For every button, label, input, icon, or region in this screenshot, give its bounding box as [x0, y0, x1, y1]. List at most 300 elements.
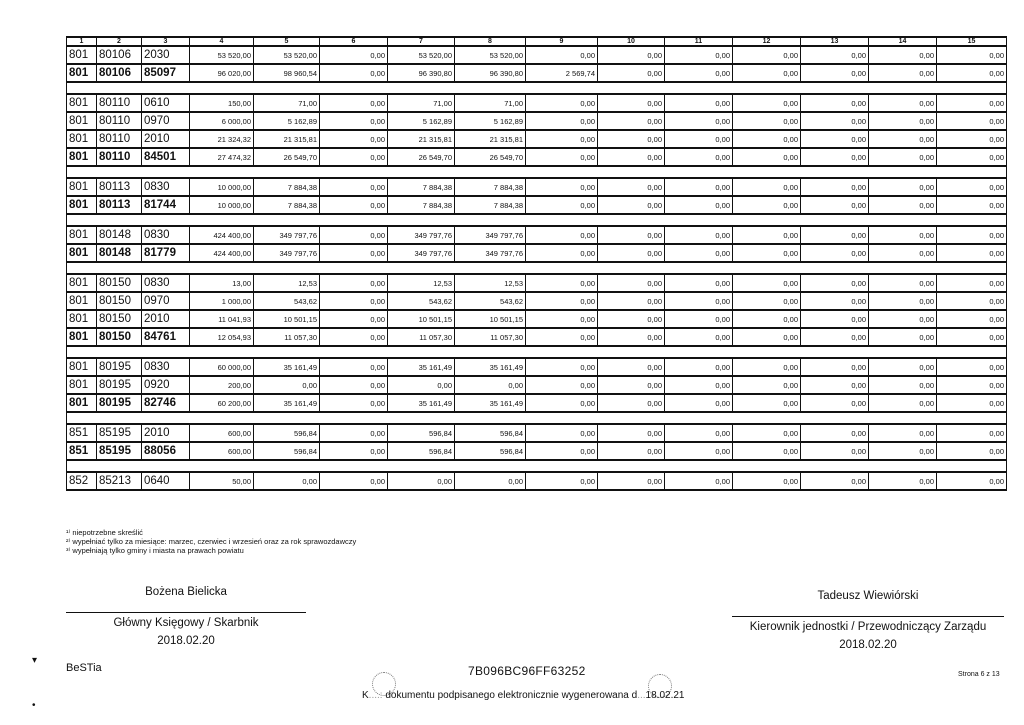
table-cell-col-13: 0,00 [801, 310, 869, 328]
table-cell-col-1: 801 [67, 244, 97, 262]
table-cell-col-4: 12 054,93 [190, 328, 254, 346]
table-cell-col-11: 0,00 [665, 274, 733, 292]
table-cell-col-9: 0,00 [526, 292, 598, 310]
table-cell-col-12: 0,00 [733, 226, 801, 244]
table-cell-col-2: 80148 [97, 226, 142, 244]
table-cell-col-3: 0970 [142, 292, 190, 310]
table-cell-col-7: 0,00 [388, 472, 455, 490]
table-row [67, 358, 1007, 376]
table-row [67, 292, 1007, 310]
table-cell-col-10: 0,00 [598, 442, 665, 460]
group-separator [67, 166, 1007, 178]
signature-left-name: Bożena Bielicka [145, 586, 227, 598]
document-note: K....: dokumentu podpisanego elektronicznie wygenerowana d...18.02.21 [362, 690, 685, 701]
table-cell-col-5: 26 549,70 [254, 148, 320, 166]
table-cell-col-7: 543,62 [388, 292, 455, 310]
table-cell-col-11: 0,00 [665, 196, 733, 214]
table-cell-col-10: 0,00 [598, 130, 665, 148]
table-cell-col-14: 0,00 [869, 178, 937, 196]
separator-cell [67, 82, 1007, 94]
table-cell-col-8: 349 797,76 [455, 226, 526, 244]
table-cell-col-10: 0,00 [598, 196, 665, 214]
table-cell-col-7: 26 549,70 [388, 148, 455, 166]
table-row [67, 46, 1007, 64]
table-cell-col-6: 0,00 [320, 292, 388, 310]
table-cell-col-15: 0,00 [937, 292, 1007, 310]
table-cell-col-14: 0,00 [869, 292, 937, 310]
table-cell-col-11: 0,00 [665, 112, 733, 130]
table-cell-col-12: 0,00 [733, 472, 801, 490]
table-cell-col-9: 0,00 [526, 328, 598, 346]
signature-right-date: 2018.02.20 [839, 639, 897, 651]
table-cell-col-13: 0,00 [801, 64, 869, 82]
signature-left-line [66, 612, 306, 613]
table-cell-col-2: 85213 [97, 472, 142, 490]
table-cell-col-8: 35 161,49 [455, 358, 526, 376]
column-number-4: 4 [190, 37, 254, 46]
table-cell-col-15: 0,00 [937, 310, 1007, 328]
table-cell-col-6: 0,00 [320, 148, 388, 166]
table-cell-col-14: 0,00 [869, 394, 937, 412]
table-cell-col-9: 0,00 [526, 244, 598, 262]
table-cell-col-9: 0,00 [526, 148, 598, 166]
table-cell-col-7: 96 390,80 [388, 64, 455, 82]
table-cell-col-15: 0,00 [937, 472, 1007, 490]
table-cell-col-15: 0,00 [937, 358, 1007, 376]
table-cell-col-1: 801 [67, 94, 97, 112]
table-cell-col-15: 0,00 [937, 46, 1007, 64]
table-cell-col-14: 0,00 [869, 148, 937, 166]
table-cell-col-8: 596,84 [455, 424, 526, 442]
table-cell-col-13: 0,00 [801, 274, 869, 292]
table-cell-col-12: 0,00 [733, 442, 801, 460]
table-cell-col-8: 11 057,30 [455, 328, 526, 346]
table-cell-col-6: 0,00 [320, 178, 388, 196]
table-cell-col-13: 0,00 [801, 226, 869, 244]
table-cell-col-5: 71,00 [254, 94, 320, 112]
table-cell-col-2: 80195 [97, 358, 142, 376]
margin-mark-2: • [32, 700, 36, 711]
table-cell-col-14: 0,00 [869, 196, 937, 214]
table-cell-col-12: 0,00 [733, 112, 801, 130]
table-cell-col-2: 80195 [97, 376, 142, 394]
table-cell-col-8: 35 161,49 [455, 394, 526, 412]
table-cell-col-9: 0,00 [526, 196, 598, 214]
table-cell-col-2: 80106 [97, 46, 142, 64]
table-cell-col-8: 12,53 [455, 274, 526, 292]
separator-cell [67, 346, 1007, 358]
table-cell-col-15: 0,00 [937, 442, 1007, 460]
table-cell-col-5: 5 162,89 [254, 112, 320, 130]
table-cell-col-6: 0,00 [320, 46, 388, 64]
table-cell-col-10: 0,00 [598, 394, 665, 412]
table-cell-col-12: 0,00 [733, 358, 801, 376]
table-cell-col-15: 0,00 [937, 424, 1007, 442]
document-note-text: dokumentu podpisanego elektronicznie wygenerowana d [385, 690, 638, 701]
table-cell-col-10: 0,00 [598, 46, 665, 64]
table-cell-col-14: 0,00 [869, 64, 937, 82]
table-cell-col-10: 0,00 [598, 94, 665, 112]
table-cell-col-9: 0,00 [526, 442, 598, 460]
table-cell-col-5: 596,84 [254, 442, 320, 460]
table-cell-col-1: 801 [67, 376, 97, 394]
table-cell-col-9: 0,00 [526, 46, 598, 64]
table-cell-col-9: 0,00 [526, 424, 598, 442]
report-table-body [67, 46, 1007, 490]
table-cell-col-15: 0,00 [937, 328, 1007, 346]
table-cell-col-2: 80150 [97, 292, 142, 310]
table-cell-col-12: 0,00 [733, 130, 801, 148]
table-cell-col-7: 349 797,76 [388, 244, 455, 262]
group-separator [67, 346, 1007, 358]
table-cell-col-6: 0,00 [320, 94, 388, 112]
column-number-9: 9 [526, 37, 598, 46]
column-number-12: 12 [733, 37, 801, 46]
table-cell-col-11: 0,00 [665, 328, 733, 346]
table-cell-col-7: 53 520,00 [388, 46, 455, 64]
table-cell-col-3: 85097 [142, 64, 190, 82]
table-cell-col-15: 0,00 [937, 64, 1007, 82]
table-row-total [67, 394, 1007, 412]
table-cell-col-14: 0,00 [869, 46, 937, 64]
table-cell-col-8: 21 315,81 [455, 130, 526, 148]
table-cell-col-12: 0,00 [733, 310, 801, 328]
table-cell-col-5: 349 797,76 [254, 244, 320, 262]
table-cell-col-10: 0,00 [598, 472, 665, 490]
table-cell-col-8: 10 501,15 [455, 310, 526, 328]
table-cell-col-6: 0,00 [320, 358, 388, 376]
table-cell-col-1: 801 [67, 112, 97, 130]
table-cell-col-6: 0,00 [320, 472, 388, 490]
table-cell-col-5: 7 884,38 [254, 196, 320, 214]
table-cell-col-2: 80106 [97, 64, 142, 82]
group-separator [67, 214, 1007, 226]
table-cell-col-8: 71,00 [455, 94, 526, 112]
table-cell-col-1: 801 [67, 226, 97, 244]
table-cell-col-10: 0,00 [598, 274, 665, 292]
table-cell-col-3: 0640 [142, 472, 190, 490]
table-cell-col-2: 80113 [97, 178, 142, 196]
table-cell-col-8: 7 884,38 [455, 196, 526, 214]
separator-cell [67, 412, 1007, 424]
table-cell-col-10: 0,00 [598, 178, 665, 196]
document-note-date: 18.02.21 [645, 690, 685, 701]
footnotes [66, 528, 356, 555]
table-cell-col-5: 12,53 [254, 274, 320, 292]
table-cell-col-6: 0,00 [320, 442, 388, 460]
table-cell-col-12: 0,00 [733, 274, 801, 292]
table-cell-col-3: 84501 [142, 148, 190, 166]
table-cell-col-12: 0,00 [733, 46, 801, 64]
table-cell-col-6: 0,00 [320, 64, 388, 82]
table-cell-col-15: 0,00 [937, 112, 1007, 130]
group-separator [67, 262, 1007, 274]
table-cell-col-13: 0,00 [801, 94, 869, 112]
table-cell-col-14: 0,00 [869, 472, 937, 490]
table-cell-col-5: 21 315,81 [254, 130, 320, 148]
table-cell-col-10: 0,00 [598, 226, 665, 244]
table-cell-col-12: 0,00 [733, 178, 801, 196]
table-cell-col-11: 0,00 [665, 292, 733, 310]
table-cell-col-9: 0,00 [526, 358, 598, 376]
table-cell-col-10: 0,00 [598, 112, 665, 130]
table-cell-col-2: 80150 [97, 310, 142, 328]
footnote-3: ³⁾ wypełniają tylko gminy i miasta na prawach powiatu [66, 546, 244, 555]
table-cell-col-10: 0,00 [598, 328, 665, 346]
table-cell-col-13: 0,00 [801, 292, 869, 310]
table-cell-col-1: 851 [67, 442, 97, 460]
table-cell-col-4: 50,00 [190, 472, 254, 490]
table-cell-col-14: 0,00 [869, 94, 937, 112]
table-row-total [67, 64, 1007, 82]
table-cell-col-6: 0,00 [320, 394, 388, 412]
table-cell-col-1: 801 [67, 274, 97, 292]
table-cell-col-7: 596,84 [388, 442, 455, 460]
table-cell-col-9: 0,00 [526, 130, 598, 148]
table-row [67, 274, 1007, 292]
table-cell-col-5: 0,00 [254, 472, 320, 490]
table-cell-col-14: 0,00 [869, 244, 937, 262]
table-cell-col-11: 0,00 [665, 310, 733, 328]
table-cell-col-11: 0,00 [665, 376, 733, 394]
table-cell-col-9: 0,00 [526, 472, 598, 490]
table-cell-col-1: 851 [67, 424, 97, 442]
table-cell-col-12: 0,00 [733, 376, 801, 394]
table-cell-col-3: 0830 [142, 274, 190, 292]
table-cell-col-5: 10 501,15 [254, 310, 320, 328]
table-cell-col-4: 424 400,00 [190, 244, 254, 262]
table-cell-col-12: 0,00 [733, 196, 801, 214]
table-cell-col-1: 801 [67, 196, 97, 214]
table-cell-col-8: 0,00 [455, 376, 526, 394]
table-cell-col-9: 0,00 [526, 112, 598, 130]
column-number-10: 10 [598, 37, 665, 46]
report-table [66, 36, 1007, 491]
table-cell-col-7: 11 057,30 [388, 328, 455, 346]
table-cell-col-11: 0,00 [665, 226, 733, 244]
table-row [67, 424, 1007, 442]
table-cell-col-9: 0,00 [526, 394, 598, 412]
table-cell-col-14: 0,00 [869, 112, 937, 130]
table-cell-col-4: 13,00 [190, 274, 254, 292]
table-cell-col-6: 0,00 [320, 196, 388, 214]
table-cell-col-8: 96 390,80 [455, 64, 526, 82]
table-row-total [67, 328, 1007, 346]
signature-left [66, 586, 306, 647]
document-hash: 7B096BC96FF63252 [468, 664, 586, 678]
table-cell-col-5: 35 161,49 [254, 358, 320, 376]
group-separator [67, 460, 1007, 472]
table-cell-col-14: 0,00 [869, 442, 937, 460]
column-number-11: 11 [665, 37, 733, 46]
table-cell-col-10: 0,00 [598, 64, 665, 82]
table-cell-col-6: 0,00 [320, 226, 388, 244]
table-cell-col-14: 0,00 [869, 130, 937, 148]
table-cell-col-3: 0970 [142, 112, 190, 130]
table-cell-col-6: 0,00 [320, 376, 388, 394]
table-cell-col-4: 10 000,00 [190, 178, 254, 196]
table-cell-col-7: 35 161,49 [388, 358, 455, 376]
table-cell-col-12: 0,00 [733, 394, 801, 412]
column-number-5: 5 [254, 37, 320, 46]
table-cell-col-2: 85195 [97, 424, 142, 442]
table-cell-col-5: 0,00 [254, 376, 320, 394]
table-cell-col-7: 12,53 [388, 274, 455, 292]
table-cell-col-15: 0,00 [937, 148, 1007, 166]
column-number-3: 3 [142, 37, 190, 46]
table-cell-col-4: 27 474,32 [190, 148, 254, 166]
table-cell-col-11: 0,00 [665, 442, 733, 460]
table-cell-col-4: 53 520,00 [190, 46, 254, 64]
table-cell-col-13: 0,00 [801, 358, 869, 376]
table-cell-col-7: 21 315,81 [388, 130, 455, 148]
table-cell-col-3: 2010 [142, 310, 190, 328]
table-cell-col-8: 7 884,38 [455, 178, 526, 196]
table-row [67, 310, 1007, 328]
table-cell-col-5: 543,62 [254, 292, 320, 310]
table-cell-col-15: 0,00 [937, 376, 1007, 394]
table-cell-col-1: 801 [67, 292, 97, 310]
table-row-total [67, 148, 1007, 166]
table-cell-col-1: 852 [67, 472, 97, 490]
table-cell-col-1: 801 [67, 358, 97, 376]
table-cell-col-13: 0,00 [801, 112, 869, 130]
table-cell-col-7: 10 501,15 [388, 310, 455, 328]
table-cell-col-6: 0,00 [320, 244, 388, 262]
table-cell-col-15: 0,00 [937, 244, 1007, 262]
table-cell-col-6: 0,00 [320, 424, 388, 442]
table-cell-col-14: 0,00 [869, 328, 937, 346]
table-cell-col-12: 0,00 [733, 292, 801, 310]
table-cell-col-14: 0,00 [869, 310, 937, 328]
table-cell-col-3: 0610 [142, 94, 190, 112]
table-cell-col-5: 596,84 [254, 424, 320, 442]
table-cell-col-3: 0830 [142, 358, 190, 376]
table-cell-col-4: 6 000,00 [190, 112, 254, 130]
footnote-1: ¹⁾ niepotrzebne skreślić [66, 528, 143, 537]
table-cell-col-4: 200,00 [190, 376, 254, 394]
table-cell-col-13: 0,00 [801, 424, 869, 442]
table-cell-col-11: 0,00 [665, 46, 733, 64]
document-note-prefix: K [362, 690, 369, 701]
table-cell-col-2: 80148 [97, 244, 142, 262]
table-cell-col-2: 80150 [97, 274, 142, 292]
table-cell-col-6: 0,00 [320, 130, 388, 148]
table-cell-col-8: 5 162,89 [455, 112, 526, 130]
table-row-total [67, 442, 1007, 460]
table-cell-col-7: 35 161,49 [388, 394, 455, 412]
table-cell-col-2: 80110 [97, 112, 142, 130]
table-cell-col-3: 81779 [142, 244, 190, 262]
table-cell-col-5: 35 161,49 [254, 394, 320, 412]
table-cell-col-3: 0830 [142, 178, 190, 196]
table-cell-col-4: 10 000,00 [190, 196, 254, 214]
table-cell-col-13: 0,00 [801, 196, 869, 214]
table-cell-col-8: 53 520,00 [455, 46, 526, 64]
table-cell-col-11: 0,00 [665, 130, 733, 148]
column-number-15: 15 [937, 37, 1007, 46]
table-cell-col-11: 0,00 [665, 472, 733, 490]
table-cell-col-13: 0,00 [801, 46, 869, 64]
column-number-6: 6 [320, 37, 388, 46]
table-cell-col-1: 801 [67, 328, 97, 346]
table-cell-col-12: 0,00 [733, 64, 801, 82]
table-cell-col-4: 600,00 [190, 442, 254, 460]
table-cell-col-5: 53 520,00 [254, 46, 320, 64]
table-cell-col-8: 596,84 [455, 442, 526, 460]
table-cell-col-1: 801 [67, 394, 97, 412]
signature-left-role: Główny Księgowy / Skarbnik [113, 617, 259, 629]
column-number-13: 13 [801, 37, 869, 46]
table-cell-col-11: 0,00 [665, 148, 733, 166]
column-number-8: 8 [455, 37, 526, 46]
table-cell-col-10: 0,00 [598, 358, 665, 376]
table-cell-col-10: 0,00 [598, 376, 665, 394]
column-number-header [67, 37, 1007, 46]
group-separator [67, 412, 1007, 424]
table-cell-col-1: 801 [67, 178, 97, 196]
table-cell-col-7: 596,84 [388, 424, 455, 442]
column-number-1: 1 [67, 37, 97, 46]
table-cell-col-10: 0,00 [598, 148, 665, 166]
table-cell-col-6: 0,00 [320, 328, 388, 346]
signature-right-name: Tadeusz Wiewiórski [817, 590, 919, 602]
table-cell-col-4: 150,00 [190, 94, 254, 112]
table-cell-col-6: 0,00 [320, 274, 388, 292]
table-cell-col-8: 349 797,76 [455, 244, 526, 262]
software-label: BeSTia [66, 662, 102, 674]
table-cell-col-2: 80113 [97, 196, 142, 214]
table-cell-col-2: 85195 [97, 442, 142, 460]
column-number-7: 7 [388, 37, 455, 46]
table-cell-col-13: 0,00 [801, 472, 869, 490]
table-cell-col-13: 0,00 [801, 130, 869, 148]
table-cell-col-12: 0,00 [733, 424, 801, 442]
signature-right-role: Kierownik jednostki / Przewodniczący Zarządu [749, 621, 987, 633]
table-cell-col-15: 0,00 [937, 178, 1007, 196]
table-cell-col-3: 2030 [142, 46, 190, 64]
table-cell-col-10: 0,00 [598, 424, 665, 442]
column-number-14: 14 [869, 37, 937, 46]
table-cell-col-5: 349 797,76 [254, 226, 320, 244]
separator-cell [67, 166, 1007, 178]
table-cell-col-9: 0,00 [526, 94, 598, 112]
table-cell-col-2: 80150 [97, 328, 142, 346]
group-separator [67, 82, 1007, 94]
table-cell-col-6: 0,00 [320, 310, 388, 328]
table-cell-col-1: 801 [67, 46, 97, 64]
page-number: Strona 6 z 13 [958, 671, 1000, 678]
table-cell-col-4: 11 041,93 [190, 310, 254, 328]
separator-cell [67, 460, 1007, 472]
table-cell-col-3: 84761 [142, 328, 190, 346]
table-cell-col-9: 0,00 [526, 178, 598, 196]
table-cell-col-13: 0,00 [801, 394, 869, 412]
margin-mark-1: ▾ [32, 655, 38, 666]
table-row-total [67, 244, 1007, 262]
signature-right [732, 590, 1004, 651]
table-cell-col-2: 80110 [97, 94, 142, 112]
table-cell-col-10: 0,00 [598, 244, 665, 262]
table-cell-col-7: 7 884,38 [388, 178, 455, 196]
table-row [67, 178, 1007, 196]
table-cell-col-15: 0,00 [937, 130, 1007, 148]
table-cell-col-13: 0,00 [801, 328, 869, 346]
table-row [67, 226, 1007, 244]
table-cell-col-7: 71,00 [388, 94, 455, 112]
table-cell-col-14: 0,00 [869, 376, 937, 394]
table-cell-col-1: 801 [67, 64, 97, 82]
